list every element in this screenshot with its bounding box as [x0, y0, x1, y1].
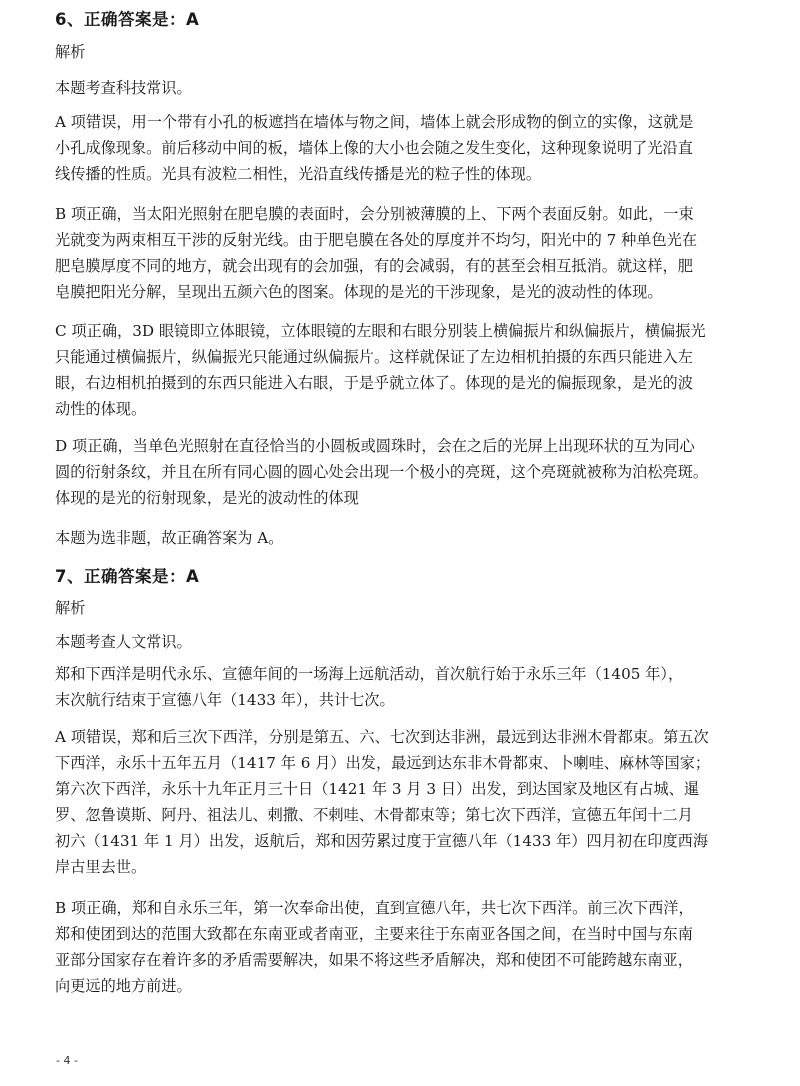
q6-option-d	[55, 433, 755, 511]
q6-option-c	[55, 318, 755, 422]
q7-option-b-line: 亚部分国家存在着许多的矛盾需要解决，如果不将这些矛盾解决，郑和使团不可能跨越东南亚，	[55, 951, 693, 969]
q6-option-a-line: A 项错误，用一个带有小孔的板遮挡在墙体与物之间，墙体上就会形成物的倒立的实像，这就是	[55, 113, 694, 131]
q6-option-b-line: 光就变为两束相互干涉的反射光线。由于肥皂膜在各处的厚度并不均匀，阳光中的 7 种单色光在	[55, 231, 698, 249]
page-number: - 4 -	[56, 1054, 78, 1067]
q7-background	[55, 661, 755, 713]
q6-option-b	[55, 201, 755, 305]
q6-option-a	[55, 109, 755, 187]
q6-option-a-line: 线传播的性质。光具有波粒二相性，光沿直线传播是光的粒子性的体现。	[55, 165, 541, 183]
q7-option-a-line: 初六（1431 年 1 月）出发，返航后，郑和因劳累过度于宣德八年（1433 年）四月初在印度西海	[55, 832, 709, 850]
q6-option-c-line: 动性的体现。	[55, 400, 147, 418]
q6-option-b-line: 肥皂膜厚度不同的地方，就会出现有的会加强，有的会减弱，有的甚至会相互抵消。就这样，肥	[55, 257, 693, 275]
q7-option-b	[55, 895, 755, 999]
q7-option-a	[55, 724, 755, 880]
q7-option-b-line: 郑和使团到达的范围大致都在东南亚或者南亚，主要来往于东南亚各国之间，在当时中国与东南	[55, 925, 693, 943]
q6-heading: 6、正确答案是：A	[55, 10, 200, 29]
q7-analysis-label: 解析	[55, 599, 86, 617]
q7-option-a-line: 岸古里去世。	[55, 858, 147, 876]
q6-analysis-label: 解析	[55, 43, 86, 61]
q7-option-b-line: B 项正确，郑和自永乐三年，第一次奉命出使，直到宣德八年，共七次下西洋。前三次下西洋，	[55, 899, 694, 917]
q6-option-c-line: 只能通过横偏振片，纵偏振光只能通过纵偏振片。这样就保证了左边相机拍摄的东西只能进入左	[55, 348, 693, 366]
q7-background-line: 末次航行结束于宣德八年（1433 年），共计七次。	[55, 691, 395, 709]
q7-option-a-line: 第六次下西洋，永乐十九年正月三十日（1421 年 3 月 3 日）出发，到达国家及地区有占城、暹	[55, 780, 700, 798]
q7-option-a-line: 下西洋，永乐十五年五月（1417 年 6 月）出发，最远到达东非木骨都束、卜喇哇、麻林等国家；	[55, 754, 711, 772]
q7-option-a-line: A 项错误，郑和后三次下西洋，分别是第五、六、七次到达非洲，最远到达非洲木骨都束。第五次	[55, 728, 709, 746]
q6-option-b-line: 皂膜把阳光分解，呈现出五颜六色的图案。体现的是光的干涉现象，是光的波动性的体现。	[55, 283, 663, 301]
q6-option-d-line: 体现的是光的衍射现象，是光的波动性的体现	[55, 489, 359, 507]
q7-intro: 本题考查人文常识。	[55, 633, 192, 651]
q6-option-d-line: 圆的衍射条纹，并且在所有同心圆的圆心处会出现一个极小的亮斑，这个亮斑就被称为泊松亮斑。	[55, 463, 709, 481]
q6-option-c-line: C 项正确，3D 眼镜即立体眼镜，立体眼镜的左眼和右眼分别装上横偏振片和纵偏振片，横偏振光	[55, 322, 706, 340]
q6-option-b-line: B 项正确，当太阳光照射在肥皂膜的表面时，会分别被薄膜的上、下两个表面反射。如此，一束	[55, 205, 694, 223]
q6-option-a-line: 小孔成像现象。前后移动中间的板，墙体上像的大小也会随之发生变化，这种现象说明了光沿直	[55, 139, 693, 157]
q6-intro: 本题考查科技常识。	[55, 79, 192, 97]
q6-option-c-line: 眼，右边相机拍摄到的东西只能进入右眼，于是乎就立体了。体现的是光的偏振现象，是光的波	[55, 374, 693, 392]
q7-background-line: 郑和下西洋是明代永乐、宣德年间的一场海上远航活动，首次航行始于永乐三年（1405 年），	[55, 665, 684, 683]
q7-option-a-line: 罗、忽鲁谟斯、阿丹、祖法儿、剌撒、不剌哇、木骨都束等；第七次下西洋，宣德五年闰十二月	[55, 806, 693, 824]
q7-heading: 7、正确答案是：A	[55, 567, 200, 586]
q6-conclusion: 本题为选非题，故正确答案为 A。	[55, 529, 284, 547]
q6-option-d-line: D 项正确，当单色光照射在直径恰当的小圆板或圆珠时，会在之后的光屏上出现环状的互为同心	[55, 437, 695, 455]
q7-option-b-line: 向更远的地方前进。	[55, 977, 192, 995]
